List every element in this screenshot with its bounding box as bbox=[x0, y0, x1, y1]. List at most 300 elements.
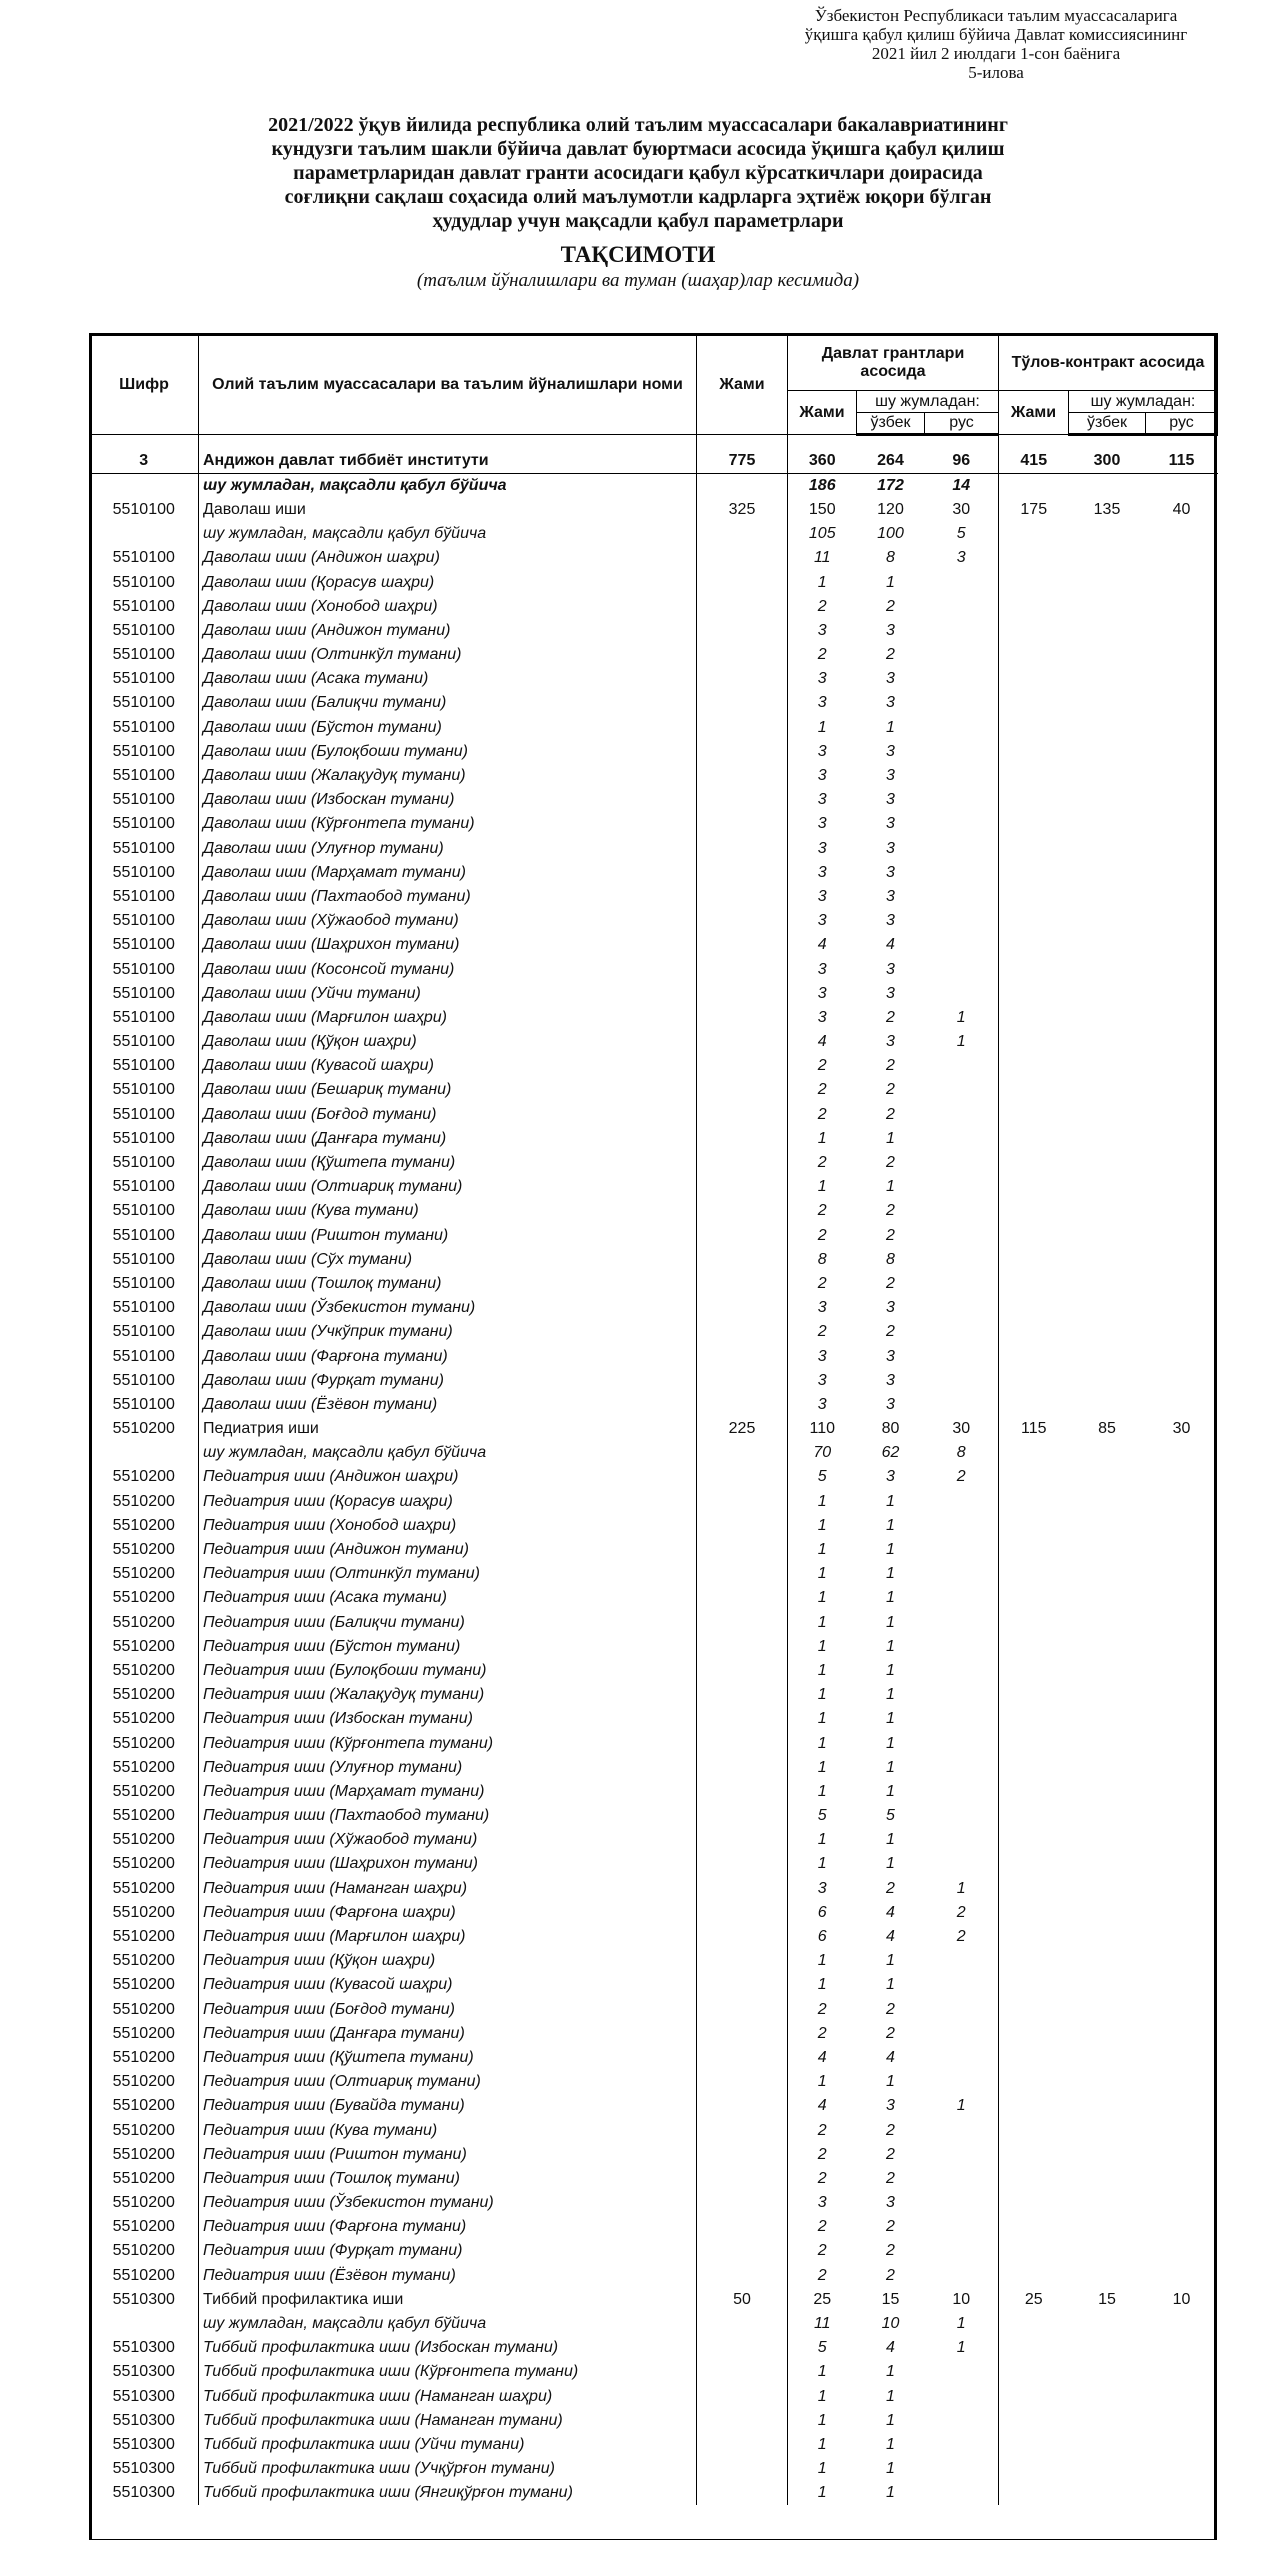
row-grant-sum: 2 bbox=[817, 1081, 827, 1099]
table-row bbox=[90, 643, 1218, 667]
row-grant-russian bbox=[925, 667, 999, 691]
row-contract-uzbek bbox=[1069, 1272, 1146, 1296]
row-contract-russian bbox=[1146, 957, 1218, 981]
row-contract-russian bbox=[1146, 1659, 1218, 1683]
row-contract-russian bbox=[1146, 546, 1218, 570]
row-total bbox=[697, 2336, 788, 2360]
table-row bbox=[90, 982, 1218, 1006]
row-grant-russian bbox=[925, 837, 999, 861]
row-contract-russian bbox=[1146, 473, 1218, 498]
row-name: Даволаш иши (Хонобод шаҳри) bbox=[199, 595, 697, 619]
row-grant-russian bbox=[925, 1199, 999, 1223]
row-code: 5510200 bbox=[90, 1465, 199, 1489]
row-grant-uzbek: 2 bbox=[886, 646, 895, 664]
row-grant-sum: 2 bbox=[817, 2000, 827, 2018]
row-contract-russian bbox=[1146, 1248, 1218, 1272]
table-row bbox=[90, 1659, 1218, 1683]
row-total bbox=[697, 1078, 788, 1102]
document-title bbox=[80, 113, 1196, 233]
row-contract-russian bbox=[1146, 1151, 1218, 1175]
row-code: 5510100 bbox=[90, 716, 199, 740]
row-contract-russian bbox=[1146, 1175, 1218, 1199]
table-row bbox=[90, 1562, 1218, 1586]
table-row bbox=[90, 1030, 1218, 1054]
row-name: Даволаш иши (Бўстон тумани) bbox=[199, 716, 697, 740]
table-row bbox=[90, 1393, 1218, 1417]
row-name: Педиатрия иши (Фарғона шаҳри) bbox=[199, 1901, 697, 1925]
row-contract-russian bbox=[1146, 1949, 1218, 1973]
row-grant-russian bbox=[925, 2481, 999, 2505]
row-contract-sum bbox=[999, 1006, 1069, 1030]
row-grant-uzbek: 3 bbox=[886, 960, 895, 978]
row-name: Тиббий профилактика иши (Уйчи тумани) bbox=[199, 2433, 697, 2457]
row-grant-sum: 1 bbox=[817, 573, 827, 591]
table-row bbox=[90, 1175, 1218, 1199]
row-contract-uzbek bbox=[1069, 1248, 1146, 1272]
table-row bbox=[90, 2360, 1218, 2384]
row-name: Педиатрия иши (Фарғона тумани) bbox=[199, 2215, 697, 2239]
row-code: 5510300 bbox=[90, 2409, 199, 2433]
row-name: Педиатрия иши (Олтинкўл тумани) bbox=[199, 1562, 697, 1586]
row-contract-uzbek: 85 bbox=[1098, 1420, 1116, 1438]
row-total bbox=[697, 812, 788, 836]
table-row bbox=[90, 1804, 1218, 1828]
row-contract-russian bbox=[1146, 2264, 1218, 2288]
row-grant-uzbek: 3 bbox=[886, 863, 895, 881]
row-contract-russian bbox=[1146, 1030, 1218, 1054]
table-row bbox=[90, 1538, 1218, 1562]
row-contract-uzbek bbox=[1069, 1393, 1146, 1417]
table-row bbox=[90, 837, 1218, 861]
row-contract-russian bbox=[1146, 1731, 1218, 1755]
row-code: 5510200 bbox=[90, 1611, 199, 1635]
row-contract-sum bbox=[999, 885, 1069, 909]
row-grant-russian bbox=[925, 957, 999, 981]
row-contract-sum bbox=[999, 1804, 1069, 1828]
table-row bbox=[90, 957, 1218, 981]
allocation-table bbox=[89, 333, 1218, 2505]
row-contract-sum bbox=[999, 1441, 1069, 1465]
row-code: 5510100 bbox=[90, 1248, 199, 1272]
row-total bbox=[697, 2409, 788, 2433]
row-name: Педиатрия иши (Фурқат тумани) bbox=[199, 2239, 697, 2263]
row-contract-uzbek bbox=[1069, 2481, 1146, 2505]
header-contract-sum: Жами bbox=[999, 391, 1069, 435]
row-grant-sum: 1 bbox=[817, 2387, 827, 2405]
row-name: Даволаш иши (Фурқат тумани) bbox=[199, 1369, 697, 1393]
row-grant-sum: 5 bbox=[817, 1807, 827, 1825]
row-grant-uzbek: 1 bbox=[886, 1637, 895, 1655]
row-grant-sum: 150 bbox=[808, 500, 836, 518]
row-contract-uzbek bbox=[1069, 788, 1146, 812]
row-contract-uzbek: 300 bbox=[1069, 449, 1146, 474]
row-code: 5510100 bbox=[90, 1369, 199, 1393]
row-grant-russian bbox=[925, 1175, 999, 1199]
row-name: Педиатрия иши (Қорасув шаҳри) bbox=[199, 1490, 697, 1514]
row-contract-russian bbox=[1146, 1562, 1218, 1586]
row-grant-russian bbox=[925, 788, 999, 812]
row-code: 5510100 bbox=[90, 1344, 199, 1368]
row-name: Андижон давлат тиббиёт институти bbox=[199, 449, 697, 474]
row-contract-russian: 30 bbox=[1172, 1420, 1191, 1438]
row-grant-russian bbox=[925, 2215, 999, 2239]
table-row bbox=[90, 1127, 1218, 1151]
row-total bbox=[697, 522, 788, 546]
row-total bbox=[697, 740, 788, 764]
row-grant-russian bbox=[925, 2143, 999, 2167]
row-contract-sum bbox=[999, 546, 1069, 570]
row-grant-russian bbox=[925, 1828, 999, 1852]
row-contract-uzbek bbox=[1069, 1490, 1146, 1514]
row-name: Педиатрия иши (Жалақудуқ тумани) bbox=[199, 1683, 697, 1707]
row-contract-russian bbox=[1146, 2094, 1218, 2118]
row-contract-sum bbox=[999, 2264, 1069, 2288]
row-code: 5510200 bbox=[90, 2094, 199, 2118]
header-code: Шифр bbox=[90, 335, 199, 435]
row-code: 5510200 bbox=[90, 1538, 199, 1562]
row-grant-russian bbox=[925, 1393, 999, 1417]
table-row bbox=[90, 740, 1218, 764]
row-grant-sum: 3 bbox=[817, 912, 827, 930]
row-contract-russian bbox=[1146, 2433, 1218, 2457]
row-total bbox=[697, 1683, 788, 1707]
row-name: Тиббий профилактика иши bbox=[199, 2288, 697, 2312]
row-grant-uzbek: 1 bbox=[886, 1541, 895, 1559]
row-code: 5510100 bbox=[90, 1151, 199, 1175]
row-contract-russian bbox=[1146, 595, 1218, 619]
row-grant-sum: 5 bbox=[817, 2339, 827, 2357]
row-grant-uzbek: 1 bbox=[886, 1734, 895, 1752]
row-total bbox=[697, 1949, 788, 1973]
row-total bbox=[697, 1659, 788, 1683]
row-name: Даволаш иши (Қўқон шаҳри) bbox=[199, 1030, 697, 1054]
stamp-line: ўқишга қабул қилиш бўйича Давлат комиссиясининг bbox=[804, 25, 1188, 44]
row-total bbox=[697, 861, 788, 885]
row-contract-sum bbox=[999, 1127, 1069, 1151]
row-code: 5510200 bbox=[90, 2118, 199, 2142]
row-grant-russian bbox=[925, 2239, 999, 2263]
row-grant-sum: 2 bbox=[817, 1154, 827, 1172]
row-total bbox=[697, 1586, 788, 1610]
row-grant-russian bbox=[925, 2385, 999, 2409]
row-grant-uzbek: 3 bbox=[886, 1347, 895, 1365]
row-grant-uzbek: 3 bbox=[886, 2194, 895, 2212]
row-contract-sum: 25 bbox=[1024, 2290, 1043, 2308]
row-contract-uzbek bbox=[1069, 619, 1146, 643]
row-contract-uzbek bbox=[1069, 2094, 1146, 2118]
row-contract-uzbek bbox=[1069, 1078, 1146, 1102]
table-row bbox=[90, 2457, 1218, 2481]
row-total bbox=[697, 1054, 788, 1078]
row-contract-sum bbox=[999, 1852, 1069, 1876]
row-grant-uzbek: 3 bbox=[886, 2097, 895, 2115]
title-line: кундузги таълим шакли бўйича давлат буюртмаси асосида ўқишга қабул қилиш bbox=[271, 138, 1005, 160]
row-name: Даволаш иши (Андижон шаҳри) bbox=[199, 546, 697, 570]
row-grant-russian bbox=[925, 861, 999, 885]
row-contract-uzbek bbox=[1069, 1224, 1146, 1248]
row-contract-uzbek bbox=[1069, 1514, 1146, 1538]
row-contract-sum bbox=[999, 982, 1069, 1006]
row-contract-sum bbox=[999, 1780, 1069, 1804]
row-grant-sum: 1 bbox=[817, 1976, 827, 1994]
row-total bbox=[697, 1828, 788, 1852]
row-contract-sum bbox=[999, 2385, 1069, 2409]
stamp-line: 5-илова bbox=[968, 63, 1024, 82]
row-grant-sum: 1 bbox=[817, 1855, 827, 1873]
row-grant-russian bbox=[925, 1320, 999, 1344]
row-code: 5510100 bbox=[90, 788, 199, 812]
row-grant-russian bbox=[925, 812, 999, 836]
row-name: Тиббий профилактика иши (Избоскан тумани) bbox=[199, 2336, 697, 2360]
row-total bbox=[697, 667, 788, 691]
row-contract-sum bbox=[999, 1901, 1069, 1925]
row-grant-russian: 14 bbox=[925, 473, 999, 498]
row-contract-sum bbox=[999, 1683, 1069, 1707]
table-row bbox=[90, 2191, 1218, 2215]
row-total bbox=[697, 1562, 788, 1586]
row-total bbox=[697, 1731, 788, 1755]
row-contract-russian bbox=[1146, 933, 1218, 957]
row-grant-sum: 3 bbox=[817, 1299, 827, 1317]
row-grant-russian bbox=[925, 1804, 999, 1828]
row-total: 325 bbox=[697, 498, 788, 522]
row-contract-uzbek bbox=[1069, 1320, 1146, 1344]
row-grant-russian bbox=[925, 1659, 999, 1683]
row-total bbox=[697, 2070, 788, 2094]
row-grant-uzbek: 1 bbox=[886, 1178, 895, 1196]
row-contract-russian bbox=[1146, 1369, 1218, 1393]
row-total bbox=[697, 1514, 788, 1538]
table-row bbox=[90, 2433, 1218, 2457]
row-contract-russian bbox=[1146, 522, 1218, 546]
row-contract-russian bbox=[1146, 1877, 1218, 1901]
row-grant-uzbek: 3 bbox=[886, 1468, 895, 1486]
row-contract-sum bbox=[999, 1054, 1069, 1078]
row-grant-sum: 2 bbox=[817, 1057, 827, 1075]
table-row bbox=[90, 2094, 1218, 2118]
row-contract-russian bbox=[1146, 1344, 1218, 1368]
table-row bbox=[90, 1272, 1218, 1296]
table-row bbox=[90, 2215, 1218, 2239]
row-contract-uzbek bbox=[1069, 1586, 1146, 1610]
row-code: 5510200 bbox=[90, 2264, 199, 2288]
row-grant-uzbek: 3 bbox=[886, 984, 895, 1002]
table-row bbox=[90, 570, 1218, 594]
row-contract-russian bbox=[1146, 2481, 1218, 2505]
row-code: 5510200 bbox=[90, 1877, 199, 1901]
row-contract-uzbek bbox=[1069, 1465, 1146, 1489]
row-grant-uzbek: 172 bbox=[877, 476, 904, 494]
row-contract-uzbek bbox=[1069, 1877, 1146, 1901]
row-contract-sum: 415 bbox=[999, 449, 1069, 474]
row-contract-uzbek bbox=[1069, 2215, 1146, 2239]
row-name: Педиатрия иши (Избоскан тумани) bbox=[199, 1707, 697, 1731]
row-contract-russian bbox=[1146, 1973, 1218, 1997]
header-contract-including: шу жумладан: bbox=[1069, 391, 1218, 413]
row-grant-uzbek: 1 bbox=[886, 1710, 895, 1728]
row-contract-sum bbox=[999, 2143, 1069, 2167]
row-code: 5510200 bbox=[90, 1731, 199, 1755]
row-name: Педиатрия иши (Кувасой шаҳри) bbox=[199, 1973, 697, 1997]
row-name: Даволаш иши (Пахтаобод тумани) bbox=[199, 885, 697, 909]
row-grant-russian: 30 bbox=[925, 498, 999, 522]
row-total bbox=[697, 1006, 788, 1030]
row-code: 5510200 bbox=[90, 1901, 199, 1925]
table-row bbox=[90, 449, 1218, 474]
row-grant-russian: 1 bbox=[925, 2312, 999, 2336]
row-code: 5510100 bbox=[90, 740, 199, 764]
row-grant-russian: 10 bbox=[925, 2288, 999, 2312]
row-grant-uzbek: 10 bbox=[881, 2315, 900, 2333]
row-contract-sum bbox=[999, 861, 1069, 885]
row-grant-russian bbox=[925, 1296, 999, 1320]
row-total bbox=[697, 1224, 788, 1248]
row-code: 5510300 bbox=[90, 2481, 199, 2505]
table-row bbox=[90, 885, 1218, 909]
row-name: Тиббий профилактика иши (Наманган шаҳри) bbox=[199, 2385, 697, 2409]
row-code: 5510200 bbox=[90, 2046, 199, 2070]
row-total bbox=[697, 2360, 788, 2384]
row-contract-russian bbox=[1146, 2118, 1218, 2142]
row-grant-sum: 2 bbox=[817, 2266, 827, 2284]
row-contract-uzbek bbox=[1069, 1635, 1146, 1659]
row-grant-sum: 2 bbox=[817, 2024, 827, 2042]
row-grant-russian bbox=[925, 2360, 999, 2384]
table-row bbox=[90, 716, 1218, 740]
row-grant-sum: 3 bbox=[817, 694, 827, 712]
row-total bbox=[697, 595, 788, 619]
table-row bbox=[90, 595, 1218, 619]
row-name: Даволаш иши (Қорасув шаҳри) bbox=[199, 570, 697, 594]
row-contract-sum bbox=[999, 2022, 1069, 2046]
row-grant-uzbek: 2 bbox=[886, 1274, 895, 1292]
row-contract-sum bbox=[999, 691, 1069, 715]
row-grant-uzbek: 1 bbox=[886, 718, 895, 736]
table-row bbox=[90, 1296, 1218, 1320]
row-name: Даволаш иши (Марҳамат тумани) bbox=[199, 861, 697, 885]
row-name: Педиатрия иши (Марғилон шаҳри) bbox=[199, 1925, 697, 1949]
row-name: Педиатрия иши (Хонобод шаҳри) bbox=[199, 1514, 697, 1538]
row-contract-uzbek bbox=[1069, 1151, 1146, 1175]
row-name: Даволаш иши (Балиқчи тумани) bbox=[199, 691, 697, 715]
row-contract-russian bbox=[1146, 2239, 1218, 2263]
row-grant-sum: 5 bbox=[817, 1468, 827, 1486]
row-contract-uzbek bbox=[1069, 1731, 1146, 1755]
row-contract-russian bbox=[1146, 643, 1218, 667]
table-row bbox=[90, 498, 1218, 522]
row-grant-uzbek: 1 bbox=[886, 2387, 895, 2405]
table-row bbox=[90, 1417, 1218, 1441]
row-name: Педиатрия иши (Марҳамат тумани) bbox=[199, 1780, 697, 1804]
row-grant-sum: 3 bbox=[817, 621, 827, 639]
row-grant-uzbek: 100 bbox=[877, 525, 904, 543]
table-row bbox=[90, 667, 1218, 691]
row-name: Тиббий профилактика иши (Кўрғонтепа тумани) bbox=[199, 2360, 697, 2384]
row-grant-russian bbox=[925, 1151, 999, 1175]
row-contract-uzbek bbox=[1069, 1901, 1146, 1925]
row-name: Даволаш иши (Шаҳрихон тумани) bbox=[199, 933, 697, 957]
row-grant-uzbek: 1 bbox=[886, 1492, 895, 1510]
row-total bbox=[697, 1199, 788, 1223]
row-contract-russian bbox=[1146, 1514, 1218, 1538]
row-total bbox=[697, 982, 788, 1006]
row-name: Даволаш иши (Марғилон шаҳри) bbox=[199, 1006, 697, 1030]
row-contract-sum bbox=[999, 837, 1069, 861]
row-name: Даволаш иши (Уйчи тумани) bbox=[199, 982, 697, 1006]
row-code: 5510100 bbox=[90, 667, 199, 691]
row-grant-russian: 1 bbox=[925, 2094, 999, 2118]
row-total bbox=[697, 1272, 788, 1296]
row-contract-sum bbox=[999, 2433, 1069, 2457]
row-grant-uzbek: 3 bbox=[886, 767, 895, 785]
row-contract-russian bbox=[1146, 2215, 1218, 2239]
row-name: Даволаш иши (Данғара тумани) bbox=[199, 1127, 697, 1151]
row-contract-uzbek bbox=[1069, 1538, 1146, 1562]
row-grant-sum: 1 bbox=[817, 2363, 827, 2381]
row-grant-uzbek: 4 bbox=[886, 1928, 895, 1946]
row-grant-uzbek: 3 bbox=[886, 670, 895, 688]
table-row bbox=[90, 812, 1218, 836]
row-contract-uzbek bbox=[1069, 1369, 1146, 1393]
row-grant-russian bbox=[925, 1490, 999, 1514]
row-contract-sum bbox=[999, 619, 1069, 643]
row-contract-sum bbox=[999, 643, 1069, 667]
row-total bbox=[697, 1465, 788, 1489]
row-code: 5510100 bbox=[90, 498, 199, 522]
row-total bbox=[697, 1707, 788, 1731]
row-contract-uzbek bbox=[1069, 1127, 1146, 1151]
row-contract-russian bbox=[1146, 2022, 1218, 2046]
row-code: 5510100 bbox=[90, 812, 199, 836]
row-contract-uzbek bbox=[1069, 2022, 1146, 2046]
row-code: 5510200 bbox=[90, 1659, 199, 1683]
row-contract-uzbek bbox=[1069, 1344, 1146, 1368]
row-grant-russian bbox=[925, 1707, 999, 1731]
row-contract-russian bbox=[1146, 1586, 1218, 1610]
row-contract-sum bbox=[999, 570, 1069, 594]
row-contract-russian bbox=[1146, 764, 1218, 788]
row-grant-russian bbox=[925, 1756, 999, 1780]
row-contract-russian bbox=[1146, 1756, 1218, 1780]
row-total bbox=[697, 1393, 788, 1417]
row-grant-russian bbox=[925, 1973, 999, 1997]
row-contract-russian bbox=[1146, 909, 1218, 933]
row-total bbox=[697, 691, 788, 715]
row-grant-russian bbox=[925, 1514, 999, 1538]
table-row bbox=[90, 691, 1218, 715]
row-contract-uzbek bbox=[1069, 2336, 1146, 2360]
row-contract-sum bbox=[999, 2215, 1069, 2239]
table-row bbox=[90, 1925, 1218, 1949]
row-code: 5510200 bbox=[90, 1756, 199, 1780]
row-name: Даволаш иши (Бешариқ тумани) bbox=[199, 1078, 697, 1102]
row-contract-sum bbox=[999, 1175, 1069, 1199]
row-grant-sum: 3 bbox=[817, 839, 827, 857]
row-grant-russian bbox=[925, 2118, 999, 2142]
row-grant-sum: 3 bbox=[817, 960, 827, 978]
row-contract-uzbek: 135 bbox=[1093, 500, 1121, 518]
row-grant-sum: 3 bbox=[817, 1347, 827, 1365]
row-contract-uzbek bbox=[1069, 1804, 1146, 1828]
row-contract-sum bbox=[999, 1998, 1069, 2022]
row-contract-russian: 40 bbox=[1172, 500, 1191, 518]
row-grant-uzbek: 1 bbox=[886, 1782, 895, 1800]
row-contract-russian bbox=[1146, 1852, 1218, 1876]
row-contract-uzbek bbox=[1069, 2239, 1146, 2263]
table-row bbox=[90, 1707, 1218, 1731]
row-total bbox=[697, 1296, 788, 1320]
row-grant-russian: 3 bbox=[925, 546, 999, 570]
